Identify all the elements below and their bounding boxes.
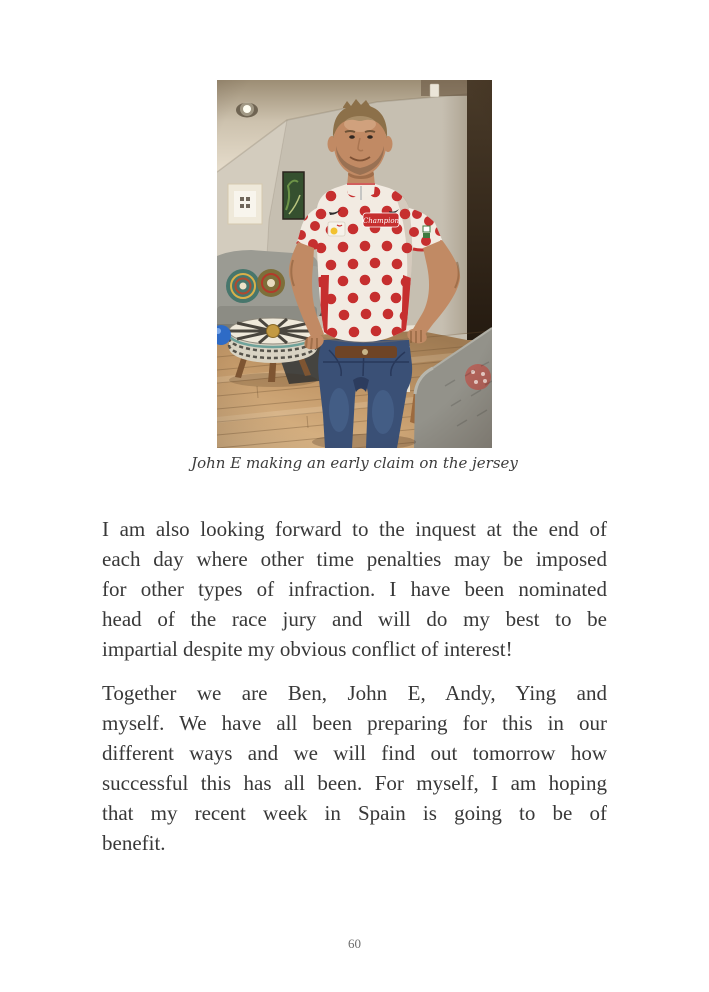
text-line: benefit.: [102, 831, 166, 855]
text-line: successful this has all been. For myself, I am hoping: [102, 771, 607, 795]
text-line: Together we are Ben, John E, Andy, Ying and: [102, 681, 607, 705]
text-line: each day where other time penalties may be imposed: [102, 547, 607, 571]
text-line: head of the race jury and will do my best to be: [102, 607, 607, 631]
page-number: 60: [348, 936, 361, 951]
jersey-photo-illustration: [217, 80, 492, 448]
text-line: impartial despite my obvious conflict of interest!: [102, 637, 513, 661]
body-text: [102, 514, 607, 858]
photo-caption: John E making an early claim on the jersey: [191, 454, 518, 472]
paragraph-2: [102, 678, 607, 858]
text-line: that my recent week in Spain is going to be of: [102, 801, 607, 825]
text-line: for other types of infraction. I have been nominated: [102, 577, 607, 601]
text-line: I am also looking forward to the inquest at the end of: [102, 517, 607, 541]
photo-vignette: [217, 80, 492, 448]
jersey-photo: [217, 80, 492, 448]
text-line: different ways and we will find out tomorrow how: [102, 741, 607, 765]
text-line: myself. We have all been preparing for this in our: [102, 711, 607, 735]
paragraph-1: [102, 514, 607, 664]
page-footer: [0, 936, 709, 952]
